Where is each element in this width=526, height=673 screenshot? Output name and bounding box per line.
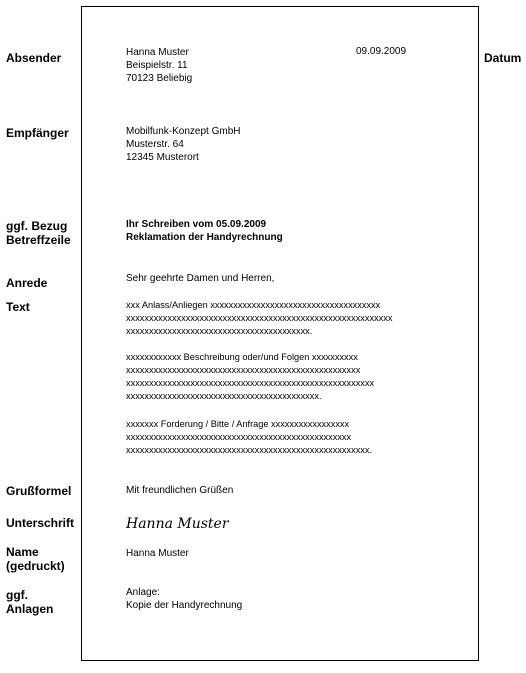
subject-reference: Ihr Schreiben vom 05.09.2009 — [126, 219, 267, 230]
printed-name: Hanna Muster — [126, 548, 189, 559]
salutation: Sehr geehrte Damen und Herren, — [126, 273, 275, 284]
handwritten-signature: Hanna Muster — [126, 516, 229, 532]
label-gedruckt: (gedruckt) — [6, 559, 65, 573]
body-line: xxxxxxx Forderung / Bitte / Anfrage xxxxxxxxxxxxxxxxx — [126, 419, 350, 429]
label-empfaenger: Empfänger — [6, 126, 69, 140]
body-paragraph-2 — [126, 351, 374, 403]
subject-title: Reklamation der Handyrechnung — [126, 232, 283, 243]
label-anlagen: Anlagen — [6, 602, 54, 616]
attachments-heading: Anlage: — [126, 587, 160, 598]
label-datum: Datum — [484, 51, 522, 65]
body-line: xxxxxxxxxxxx Beschreibung oder/und Folgen xxxxxxxxxx — [126, 352, 358, 362]
label-unterschrift: Unterschrift — [6, 516, 75, 530]
sender-name: Hanna Muster — [126, 47, 189, 58]
body-line: xxxxxxxxxxxxxxxxxxxxxxxxxxxxxxxxxxxxxxxxxxxxxxxxxxxxxx — [126, 378, 375, 388]
label-anrede: Anrede — [6, 276, 48, 290]
body-line: xxxxxxxxxxxxxxxxxxxxxxxxxxxxxxxxxxxxxxxxxxxxxxxxxxx — [126, 365, 361, 375]
body-line: xxxxxxxxxxxxxxxxxxxxxxxxxxxxxxxxxxxxxxxxxxxxxxxxx — [126, 432, 352, 442]
body-line: xxxxxxxxxxxxxxxxxxxxxxxxxxxxxxxxxxxxxxxxxxxxxxxxxxxxx. — [126, 445, 373, 455]
letter-date: 09.09.2009 — [356, 46, 407, 57]
attachments-block — [126, 586, 242, 612]
recipient-name: Mobilfunk-Konzept GmbH — [126, 126, 241, 137]
label-bezug: ggf. Bezug — [6, 219, 68, 233]
label-ggf: ggf. — [6, 588, 28, 602]
label-grussformel: Grußformel — [6, 484, 72, 498]
attachments-item: Kopie der Handyrechnung — [126, 600, 243, 611]
label-betreffzeile: Betreffzeile — [6, 233, 71, 247]
sender-street: Beispielstr. 11 — [126, 60, 188, 71]
closing: Mit freundlichen Grüßen — [126, 485, 234, 496]
body-line: xxxxxxxxxxxxxxxxxxxxxxxxxxxxxxxxxxxxxxxxxxxxxxxxxxxxxxxxxx — [126, 313, 393, 323]
body-paragraph-3 — [126, 418, 372, 457]
subject-block — [126, 218, 283, 244]
label-text: Text — [6, 300, 30, 314]
sender-city: 70123 Beliebig — [126, 73, 193, 84]
body-line: xxxxxxxxxxxxxxxxxxxxxxxxxxxxxxxxxxxxxxxx. — [126, 326, 313, 336]
body-line: xxx Anlass/Anliegen xxxxxxxxxxxxxxxxxxxxxxxxxxxxxxxxxxxxx — [126, 300, 381, 310]
label-name: Name — [6, 545, 39, 559]
recipient-street: Musterstr. 64 — [126, 139, 184, 150]
recipient-city: 12345 Musterort — [126, 152, 199, 163]
body-line: xxxxxxxxxxxxxxxxxxxxxxxxxxxxxxxxxxxxxxxxxx. — [126, 391, 322, 401]
sender-block — [126, 46, 192, 85]
recipient-block — [126, 125, 241, 164]
body-paragraph-1 — [126, 299, 392, 338]
label-absender: Absender — [6, 51, 62, 65]
